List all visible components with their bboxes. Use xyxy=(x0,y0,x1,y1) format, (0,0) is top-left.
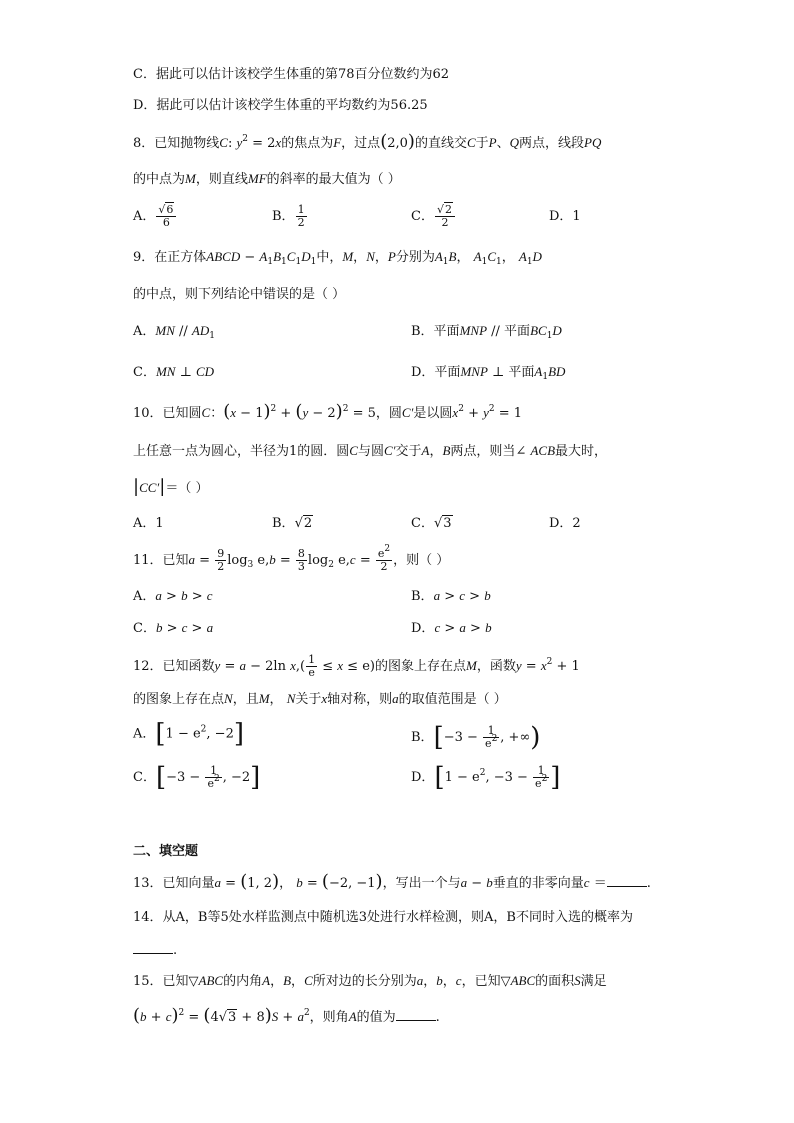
q10-option-a: A．1 xyxy=(133,516,164,531)
q12-option-d: D．[$1 - e^2$, −3 − $\frac{1}{e^2}$ ] xyxy=(411,762,561,793)
q11-option-b: B．a > c > b xyxy=(411,588,491,604)
q11-option-c: C．b > c > a xyxy=(133,620,214,636)
q15-answer-blank[interactable] xyxy=(396,1010,436,1021)
q10-option-c: C．√3 xyxy=(411,516,452,531)
q15-stem-line1: 15．已知▽ABC的内角A，B，C所对边的长分别为a，b，c，已知▽ABC的面积S满足 xyxy=(133,973,607,989)
q8-option-d: D．1 xyxy=(549,209,581,224)
q9-option-a: A．MN // $AD_1$ xyxy=(133,323,215,341)
q10-stem-line2: 上任意一点为圆心，半径为1的圆．圆C与圆C′交于A，B两点，则当∠ ACB最大时， xyxy=(133,443,608,459)
q7-option-d: D．据此可以估计该校学生体重的平均数约为56.25 xyxy=(133,98,428,113)
q9-option-b: B．平面MNP // 平面$BC_1D$ xyxy=(411,323,562,341)
q13-answer-blank[interactable] xyxy=(607,876,647,887)
q9-option-d: D．平面MNP ⊥ 平面$A_1BD$ xyxy=(411,364,566,382)
q14-answer-blank[interactable] xyxy=(133,943,173,954)
q15-stem-line2: $(b + c)^2 = (4√3 + 8)S + a^2$，则角A的值为 . xyxy=(133,1005,440,1026)
q13-stem: 13．已知向量a = (1, 2)， b = (−2, −1)，写出一个与a − b垂直的非零向量c ＝ . xyxy=(133,871,651,892)
q8-option-c: C． $\frac{√2}{2}$ xyxy=(411,204,456,229)
q11-stem: 11．已知a = $\frac{9}{2}$ $\log_3 e,b$ = $\frac{8}{3}$ $\log_2 e,c$ = $\frac{e^2}{2}$ ，则（ ） xyxy=(133,544,450,573)
q8-option-b: B． $\frac{1}{2}$ xyxy=(272,203,305,229)
q11-option-d: D．c > a > b xyxy=(411,620,492,636)
q10-option-b: B．√2 xyxy=(272,516,313,531)
q12-stem-line1: 12．已知函数y = a − 2ln x,( $\frac{1}{e}$ ≤ x ≤ e)的图象上存在点M，函数$y = x^2 + 1$ xyxy=(133,653,580,679)
q12-option-c: C．[−3 − $\frac{1}{e^2}$ , −2] xyxy=(133,762,261,793)
section-heading-fill-in: 二、填空题 xyxy=(133,844,199,859)
q9-stem-line1: 9．在正方体ABCD − $A_1B_1C_1D_1$中，M，N，P分别为$A_1B$， $A_1C_1$， $A_1D$ xyxy=(133,249,542,267)
q8-stem-line2: 的中点为M，则直线MF的斜率的最大值为（ ） xyxy=(133,171,401,187)
q8-stem-line1: 8．已知抛物线C: $y^2 = 2x$的焦点为F，过点(2,0)的直线交C于P、Q两点，线段PQ xyxy=(133,131,602,152)
q9-stem-line2: 的中点，则下列结论中错误的是（ ） xyxy=(133,287,346,302)
q8-option-a: A． $\frac{√6}{6}$ xyxy=(133,204,177,229)
q10-stem-line3: |CC′|＝（ ） xyxy=(133,476,209,497)
q12-stem-line2: 的图象上存在点N，且M， N关于x轴对称，则a的取值范围是（ ） xyxy=(133,691,507,707)
q12-option-a: A．[$1 - e^2$, −2] xyxy=(133,719,244,749)
q7-option-c: C．据此可以估计该校学生体重的第78百分位数约为62 xyxy=(133,67,450,82)
q11-option-a: A．a > b > c xyxy=(133,588,213,604)
q9-option-c: C．MN ⊥ CD xyxy=(133,364,215,380)
q14-stem-line2: . xyxy=(133,942,177,960)
q10-option-d: D．2 xyxy=(549,516,581,531)
q12-option-b: B．[−3 − $\frac{1}{e^2}$ , +∞) xyxy=(411,722,541,753)
q10-stem-line1: 10．已知圆C：$(x - 1)^2 + (y - 2)^2 = 5$，圆C′是以圆$x^2 + y^2 = 1$ xyxy=(133,401,523,422)
q14-stem-line1: 14．从A，B等5处水样监测点中随机选3处进行水样检测，则A，B不同时入选的概率为 xyxy=(133,910,633,925)
